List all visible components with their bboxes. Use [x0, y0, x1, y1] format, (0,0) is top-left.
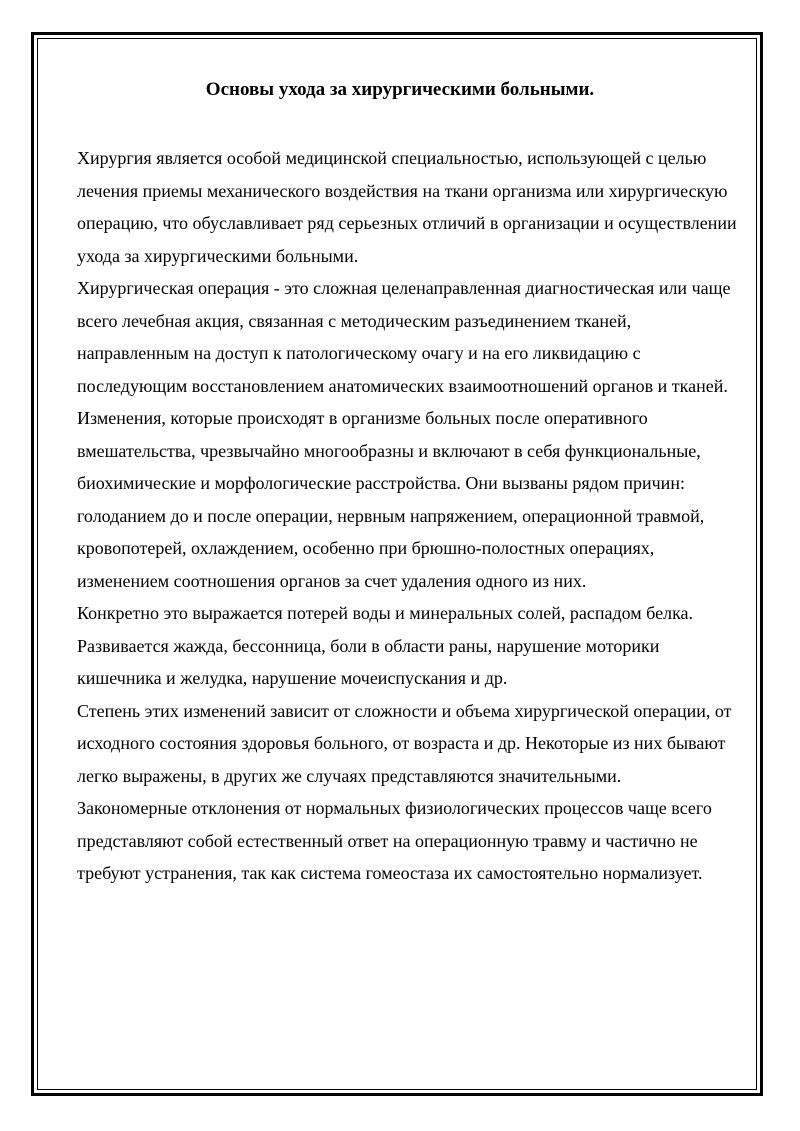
paragraph-1: Хирургия является особой медицинской специальностью, использующей с целью лечения приемы механического воздействия на ткани организма или хирургическую операцию, что обуславливает ряд серьезных отличий в организации и осуществлении ухода за хирургическими больными. [77, 148, 737, 266]
paragraph-3: Изменения, которые происходят в организме больных после оперативного вмешательства, чрезвычайно многообразны и включают в себя функциональные, биохимические и морфологические расстройства. Они вызваны рядом причин: голоданием до и после операции, нервным напряжением, операционной травмой, кровопотерей, охлаждением, особенно при брюшно-полостных операциях, изменением соотношения органов за счет удаления одного из них. [77, 408, 705, 591]
paragraph-5: Степень этих изменений зависит от сложности и объема хирургической операции, от исходного состояния здоровья больного, от возраста и др. Некоторые из них бывают легко выражены, в других же случаях представляются значительными. [77, 700, 732, 786]
document-body [77, 142, 737, 890]
paragraph-4: Конкретно это выражается потерей воды и минеральных солей, распадом белка. Развивается жажда, бессонница, боли в области раны, нарушение моторики кишечника и желудка, нарушение мочеиспускания и др. [77, 603, 694, 688]
document-title: Основы ухода за хирургическими больными. [205, 79, 595, 100]
paragraph-2: Хирургическая операция - это сложная целенаправленная диагностическая или чаще всего лечебная акция, связанная с методическим разъединением тканей, направленным на доступ к патологическому очагу и на его ликвидацию с последующим восстановлением анатомических взаимоотношений органов и тканей. [77, 278, 731, 396]
paragraph-6: Закономерные отклонения от нормальных физиологических процессов чаще всего представляют собой естественный ответ на операционную травму и частично не требуют устранения, так как система гомеостаза их самостоятельно нормализует. [77, 798, 712, 883]
